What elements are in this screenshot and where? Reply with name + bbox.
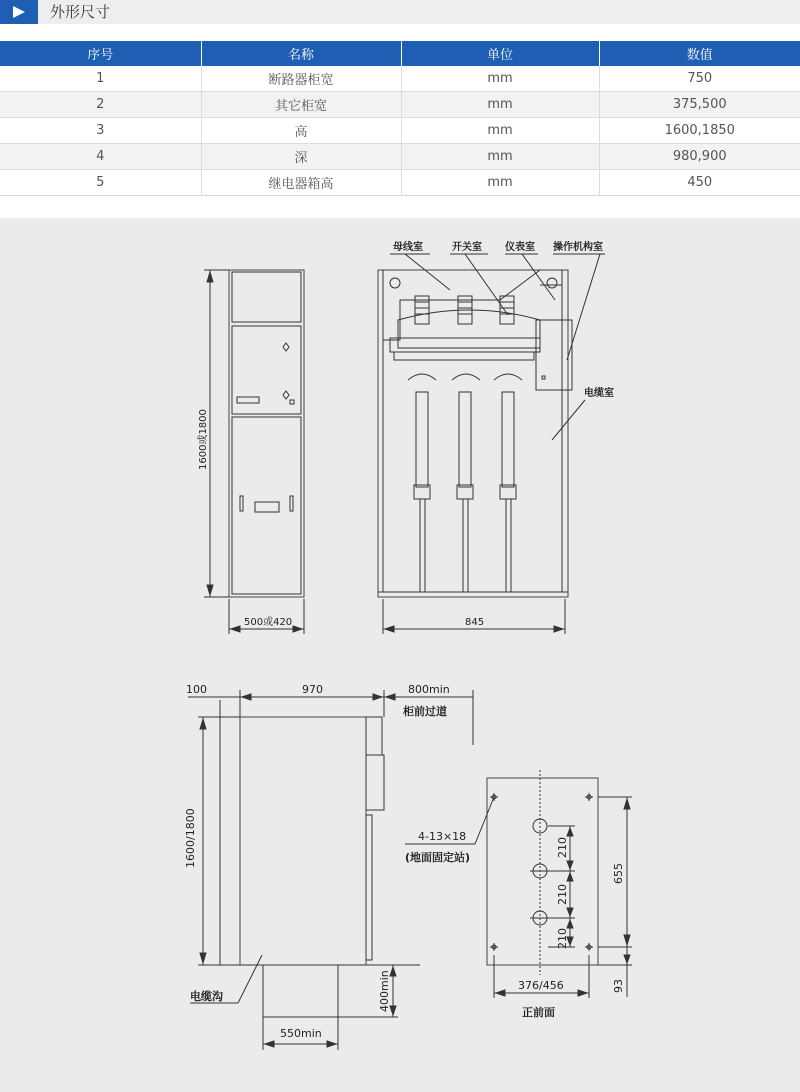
table-cell: mm bbox=[401, 92, 599, 118]
section-header bbox=[0, 0, 800, 24]
base-plan bbox=[405, 770, 632, 998]
label-busbar: 母线室 bbox=[393, 242, 423, 253]
install-trench-depth: 400min bbox=[378, 970, 391, 1012]
table-cell: 375,500 bbox=[599, 92, 800, 118]
label-meter: 仪表室 bbox=[505, 242, 535, 253]
play-icon bbox=[0, 0, 38, 24]
technical-drawing bbox=[0, 218, 800, 1092]
base-dim-655: 655 bbox=[612, 863, 625, 884]
table-cell: 450 bbox=[599, 170, 800, 196]
table-row bbox=[0, 92, 800, 118]
front-width-label: 500或420 bbox=[244, 617, 293, 628]
install-dim-800: 800min bbox=[408, 683, 450, 696]
install-dim-970: 970 bbox=[302, 683, 323, 696]
base-front-label: 正前面 bbox=[522, 1006, 555, 1019]
install-trench-label: 电缆沟 bbox=[190, 990, 223, 1003]
table-cell: 2 bbox=[0, 92, 201, 118]
table-row bbox=[0, 144, 800, 170]
table-cell: mm bbox=[401, 66, 599, 92]
table-cell: 750 bbox=[599, 66, 800, 92]
column-header: 名称 bbox=[201, 41, 401, 66]
front-height-label: 1600或1800 bbox=[198, 409, 209, 470]
table-cell: 断路器柜宽 bbox=[201, 66, 401, 92]
table-cell: mm bbox=[401, 170, 599, 196]
table-cell: mm bbox=[401, 118, 599, 144]
install-height-label: 1600/1800 bbox=[184, 808, 197, 868]
table-cell: 深 bbox=[201, 144, 401, 170]
table-cell: 4 bbox=[0, 144, 201, 170]
install-trench-width: 550min bbox=[280, 1027, 322, 1040]
label-switch: 开关室 bbox=[452, 242, 482, 253]
table-cell: 1 bbox=[0, 66, 201, 92]
base-dim-width: 376/456 bbox=[518, 979, 564, 992]
table-cell: 5 bbox=[0, 170, 201, 196]
column-header: 序号 bbox=[0, 41, 201, 66]
base-dim-210-c: 210 bbox=[556, 928, 569, 949]
column-header: 单位 bbox=[401, 41, 599, 66]
table-cell: 980,900 bbox=[599, 144, 800, 170]
section-title: 外形尺寸 bbox=[50, 3, 111, 21]
table-cell: 其它柜宽 bbox=[201, 92, 401, 118]
dimension-table bbox=[0, 41, 800, 196]
column-header: 数值 bbox=[599, 41, 800, 66]
install-dim-100: 100 bbox=[186, 683, 207, 696]
front-view bbox=[204, 270, 304, 634]
base-holes-label: 4-13×18 bbox=[418, 830, 467, 843]
base-dim-93: 93 bbox=[612, 979, 625, 993]
table-cell: mm bbox=[401, 144, 599, 170]
side-width-label: 845 bbox=[465, 617, 485, 628]
install-front-passage: 柜前过道 bbox=[403, 705, 447, 718]
side-view bbox=[378, 254, 605, 634]
table-cell: 1600,1850 bbox=[599, 118, 800, 144]
label-cable-room: 电缆室 bbox=[584, 388, 614, 399]
table-header-row bbox=[0, 41, 800, 66]
table-row bbox=[0, 118, 800, 144]
table-row bbox=[0, 66, 800, 92]
table-cell: 高 bbox=[201, 118, 401, 144]
table-cell: 继电器箱高 bbox=[201, 170, 401, 196]
base-dim-210-b: 210 bbox=[556, 884, 569, 905]
table-cell: 3 bbox=[0, 118, 201, 144]
base-fixing-label: (地面固定站) bbox=[405, 851, 471, 864]
table-row bbox=[0, 170, 800, 196]
base-dim-210-a: 210 bbox=[556, 837, 569, 858]
label-mechanism: 操作机构室 bbox=[553, 242, 603, 253]
installation-plan bbox=[188, 690, 473, 1050]
